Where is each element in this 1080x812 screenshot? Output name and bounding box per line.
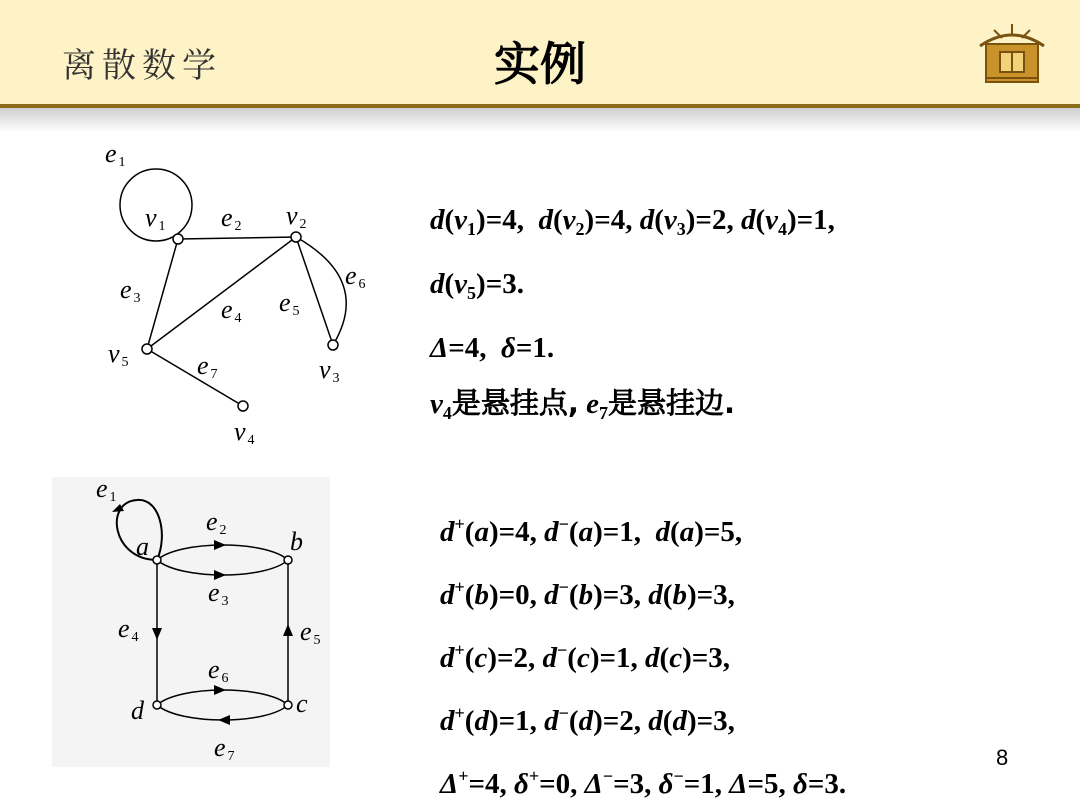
label-c: c xyxy=(296,689,308,718)
label-d: d xyxy=(131,696,144,725)
label-v1: v 1 xyxy=(145,203,166,234)
label-e2: e 2 xyxy=(221,203,242,234)
label-e1: e 1 xyxy=(105,139,126,170)
label-v2: v 2 xyxy=(286,201,307,232)
slide-title: 实例 xyxy=(494,37,586,91)
label-e7: e 7 xyxy=(214,733,235,764)
label-a: a xyxy=(136,532,149,561)
row-a: d+(a)=4, d−(a)=1, d(a)=5, xyxy=(440,514,743,548)
label-e1: e 1 xyxy=(96,474,117,505)
label-v5: v 5 xyxy=(108,339,129,370)
line-2: $d(v_5)=3$. xyxy=(430,268,524,303)
directed-graph xyxy=(0,0,420,800)
row-summary: Δ+=4, δ+=0, Δ−=3, δ−=1, Δ=5, δ=3. xyxy=(440,766,847,800)
label-v3: v 3 xyxy=(319,355,340,386)
label-v4: v 4 xyxy=(234,417,255,448)
graph2-degree-text xyxy=(440,497,846,812)
row-d: d+(d)=1, d−(d)=2, d(d)=3, xyxy=(440,703,735,737)
course-name: 离散数学 xyxy=(62,46,222,86)
label-e2: e 2 xyxy=(206,507,227,538)
label-e3: e 3 xyxy=(208,578,229,609)
row-c: d+(c)=2, d−(c)=1, d(c)=3, xyxy=(440,640,731,674)
label-e4: e 4 xyxy=(221,295,242,326)
row-b: d+(b)=0, d−(b)=3, d(b)=3, xyxy=(440,577,735,611)
label-e7: e 7 xyxy=(197,351,218,382)
label-e6: e 6 xyxy=(345,261,366,292)
line-1: $d(v_1)=4$, $d(v_2)=4$, $d(v_3)=2$, $d(v_4)=1$, xyxy=(430,204,835,239)
vertex-d xyxy=(153,701,161,709)
label-e4: e 4 xyxy=(118,614,139,645)
vertex-b xyxy=(284,556,292,564)
label-e5: e 5 xyxy=(300,617,321,648)
university-emblem-icon xyxy=(972,22,1052,86)
graph1-degree-text xyxy=(430,193,835,441)
line-3: Δ=4, δ=1. xyxy=(430,332,555,364)
page-number: 8 xyxy=(996,745,1009,770)
label-b: b xyxy=(290,527,303,556)
label-e5: e 5 xyxy=(279,288,300,319)
label-e3: e 3 xyxy=(120,275,141,306)
label-e6: e 6 xyxy=(208,655,229,686)
vertex-c xyxy=(284,701,292,709)
vertex-a xyxy=(153,556,161,564)
line-4: $v_4$是悬挂点, $e_7$是悬挂边. xyxy=(430,386,736,423)
